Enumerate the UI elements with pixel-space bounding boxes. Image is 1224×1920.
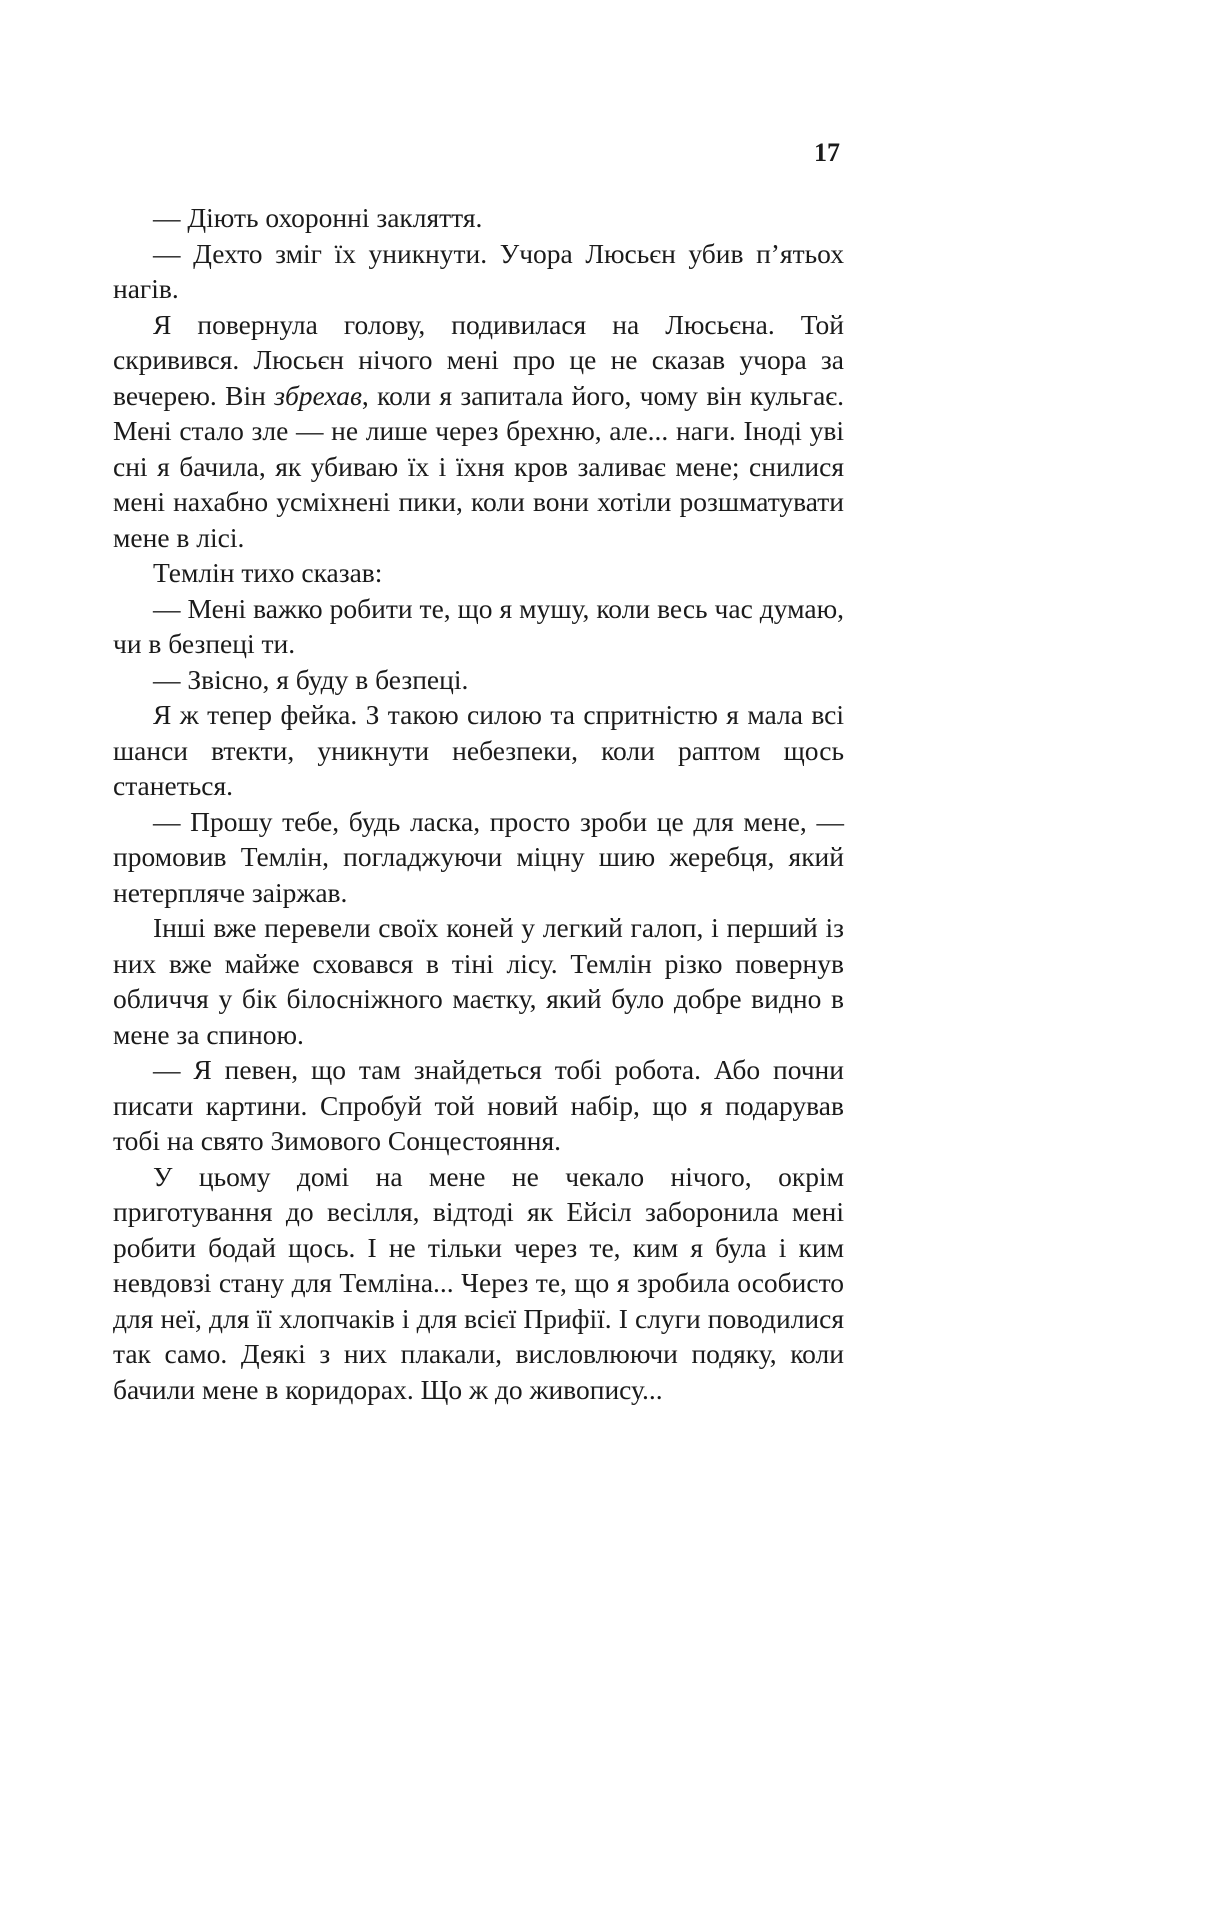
paragraph-narration: У цьому домі на мене не чекало нічого, окрім приготування до весілля, відтоді як Ейсіл заборонила мені робити бодай щось. І не тільки через те, ким я була і ким невдовзі стану для Темліна... Через те, що я зробила особисто для неї, для її хлопчаків і для всієї Прифії. І слуги поводилися так само. Деякі з них плакали, висловлюючи подяку, коли бачили мене в коридорах. Що ж до живопису... — [113, 1160, 844, 1405]
text-block — [113, 200, 844, 1407]
paragraph-narration: Темлін тихо сказав: — [153, 557, 383, 588]
paragraph-dialogue: — Діють охоронні закляття. — [153, 202, 483, 233]
paragraph-text: Я повернула голову, подивилася на Люсьєна. Той скривився. Люсьєн нічого мені про це не сказав учора за вечерею. Він — [113, 308, 844, 411]
page-number: 17 — [814, 138, 840, 167]
paragraph-dialogue: — Дехто зміг їх уникнути. Учора Люсьєн убив п’ятьох нагів. — [113, 237, 844, 304]
paragraph-italic-text: збрехав — [274, 379, 362, 411]
paragraph-dialogue: — Я певен, що там знайдеться тобі робота. Або почни писати картини. Спробуй той новий набір, що я подарував тобі на свято Зимового Сонцестояння. — [113, 1054, 844, 1156]
paragraph-narration — [113, 307, 844, 556]
paragraph-dialogue: — Звісно, я буду в безпеці. — [153, 663, 469, 695]
paragraph-dialogue: — Мені важко робити те, що я мушу, коли весь час думаю, чи в безпеці ти. — [113, 592, 844, 659]
paragraph-text: , коли я запитала його, чому він кульгає. Мені стало зле — не лише через брехню, але... наги. Іноді уві сні я бачила, як убиваю їх і їхня кров заливає мене; снилися мені нахабно усміхнені пики, коли вони хотіли розшматувати мене в лісі. — [113, 379, 844, 553]
paragraph-narration: Інші вже перевели своїх коней у легкий галоп, і перший із них вже майже сховався в тіні лісу. Темлін різко повернув обличчя у бік білосніжного маєтку, який було добре видно в мене за спиною. — [113, 912, 844, 1050]
paragraph-narration: Я ж тепер фейка. З такою силою та спритністю я мала всі шанси втекти, уникнути небезпеки, коли раптом щось станеться. — [113, 699, 844, 801]
paragraph-dialogue: — Прошу тебе, будь ласка, просто зроби це для мене, — промовив Темлін, погладжуючи міцну шию жеребця, який нетерпляче заіржав. — [113, 805, 844, 908]
